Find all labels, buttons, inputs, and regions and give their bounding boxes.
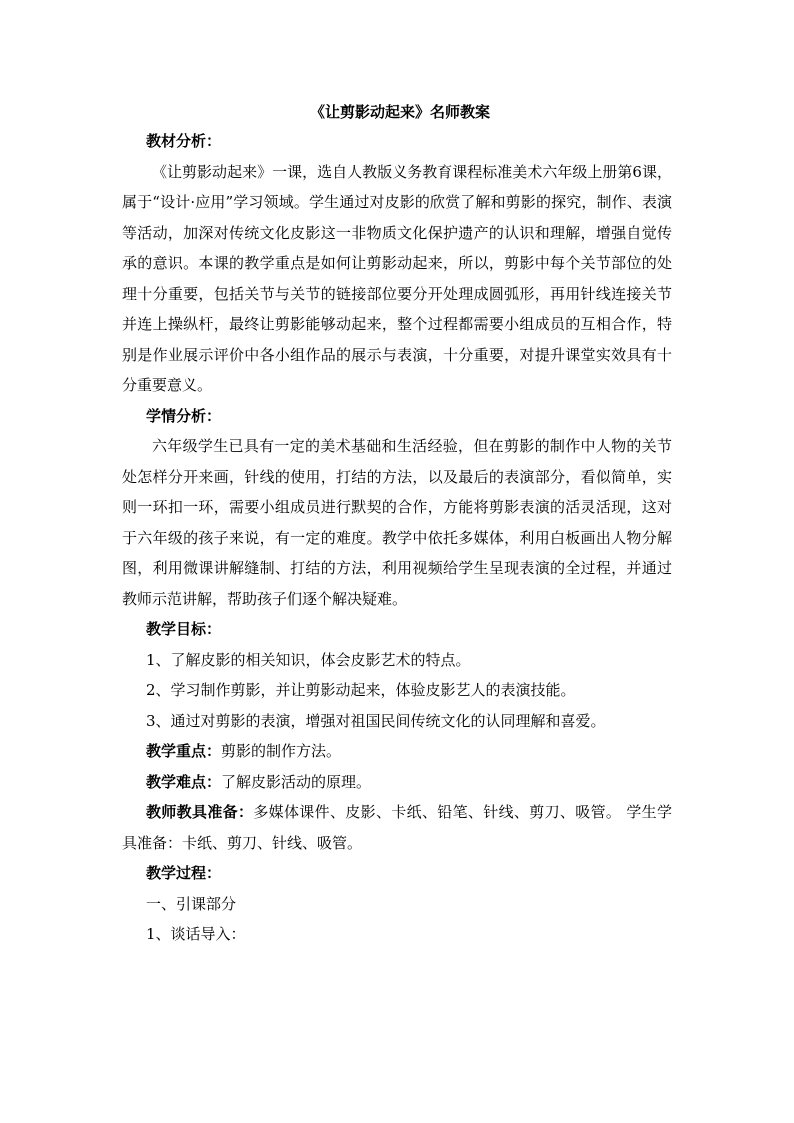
document-body [122, 98, 672, 950]
student-analysis-heading: 学情分析： [146, 406, 222, 425]
teaching-goal-item: 3、通过对剪影的表演，增强对祖国民间传统文化的认同理解和喜爱。 [146, 711, 606, 730]
process-part-title: 一、引课部分 [146, 894, 237, 913]
teaching-goal-item: 1、了解皮影的相关知识，体会皮影艺术的特点。 [146, 650, 471, 669]
difficulty-label: 教学难点： [146, 772, 222, 791]
materials-paragraph [122, 797, 672, 858]
teaching-goals-heading: 教学目标： [146, 620, 222, 638]
material-analysis-heading: 教材分析： [146, 132, 222, 150]
teaching-goal-item: 2、学习制作剪影，并让剪影动起来，体验皮影艺人的表演技能。 [146, 681, 576, 699]
teaching-process-heading: 教学过程： [146, 864, 222, 882]
process-step-title: 1、谈话导入： [146, 925, 246, 943]
key-point-label: 教学重点： [146, 742, 222, 760]
materials-label: 教师教具准备： [146, 803, 254, 821]
student-analysis-paragraph: 六年级学生已具有一定的美术基础和生活经验，但在剪影的制作中人物的关节处怎样分开来画，针线的使用，打结的方法，以及最后的表演部分，看似简单，实则一环扣一环，需要小组成员进行默契的合作，方能将剪影表演的活灵活现，这对于六年级的孩子来说，有一定的难度。教学中依托多媒体，利用白板画出人物分解图，利用微课讲解缝制、打结的方法，利用视频给学生呈现表演的全过程，并通过教师示范讲解，帮助孩子们逐个解决疑难。 [122, 437, 672, 608]
difficulty-line [122, 767, 672, 798]
key-point-text: 剪影的制作方法。 [221, 742, 342, 760]
material-analysis-paragraph: 《让剪影动起来》一课，选自人教版义务教育课程标准美术六年级上册第6课，属于“设计·应用”学习领域。学生通过对皮影的欣赏了解和剪影的探究，制作、表演等活动，加深对传统文化皮影这一非物质文化保护遗产的认识和理解，增强自觉传承的意识。本课的教学重点是如何让剪影动起来，所以，剪影中每个关节部位的处理十分重要，包括关节与关节的链接部位要分开处理成圆弧形，再用针线连接关节并连上操纵杆，最终让剪影能够动起来，整个过程都需要小组成员的互相合作，特别是作业展示评价中各小组作品的展示与表演，十分重要，对提升课堂实效具有十分重要意义。 [122, 162, 672, 394]
key-point-line [122, 736, 672, 767]
document-title: 《让剪影动起来》名师教案 [309, 103, 490, 121]
difficulty-text: 了解皮影活动的原理。 [221, 772, 372, 791]
materials-text: 多媒体课件、皮影、卡纸、铅笔、针线、剪刀、吸管。 学生学具准备：卡纸、剪刀、针线、吸管。 [122, 803, 672, 852]
